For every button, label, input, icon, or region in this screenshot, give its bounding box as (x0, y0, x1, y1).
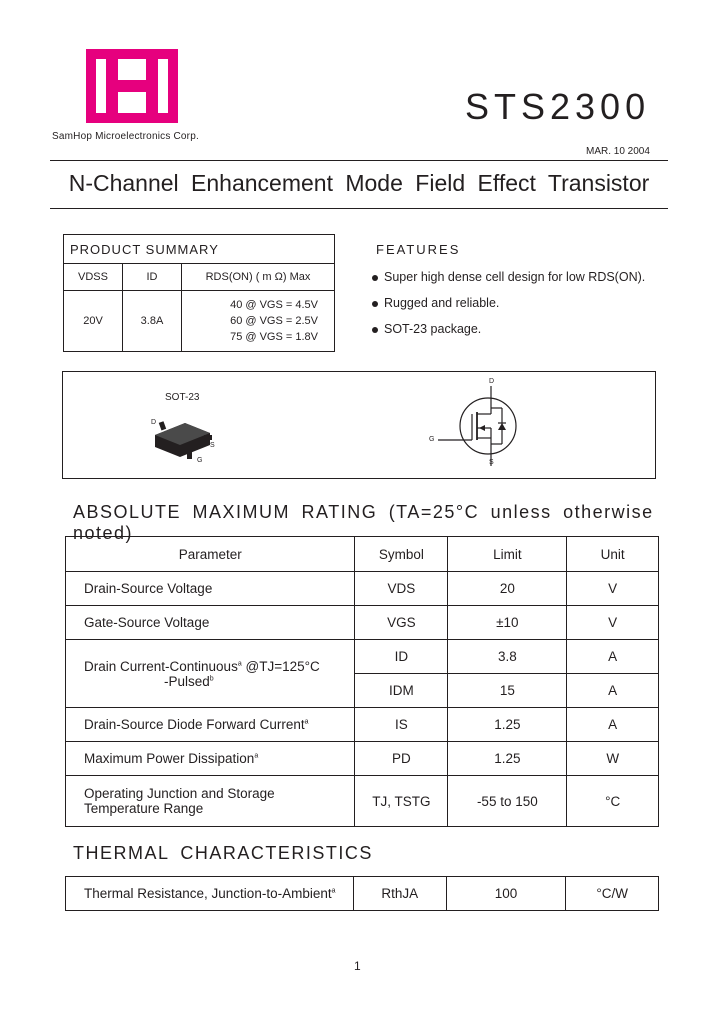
feature-item: SOT-23 package. (372, 322, 481, 336)
pkg-pin-s-label: S (210, 442, 215, 449)
part-number: STS2300 (465, 86, 651, 127)
col-vdss: VDSS (64, 264, 123, 291)
thermal-title: THERMAL CHARACTERISTICS (73, 843, 373, 863)
table-row: Operating Junction and Storage Temperature Range TJ, TSTG -55 to 150 °C (66, 776, 659, 827)
mosfet-symbol-icon (438, 382, 528, 470)
table-row: Gate-Source Voltage VGS ±10 V (66, 606, 659, 640)
col-rds: RDS(ON) ( m Ω) Max (182, 264, 335, 291)
absolute-maximum-rating-table (65, 536, 659, 827)
table-row: Drain-Source Diode Forward Current$^a$ IS 1.25 A (66, 708, 659, 742)
table-row: Drain Current-Continuous$^a$ @TJ=125°C -Pulsed$^b$ ID 3.8 A (66, 640, 659, 674)
vdss-value: 20V (64, 291, 123, 352)
bullet-icon (372, 301, 378, 307)
id-value: 3.8A (123, 291, 182, 352)
company-logo (86, 49, 178, 123)
product-summary-title: PRODUCT SUMMARY (64, 235, 335, 264)
bullet-icon (372, 275, 378, 281)
title-divider (50, 208, 668, 209)
product-summary-table (63, 234, 335, 352)
symbol-drain-label: D (489, 378, 495, 385)
symbol-source-label: S (489, 459, 494, 466)
features-title: FEATURES (376, 242, 461, 257)
company-name: SamHop Microelectronics Corp. (52, 131, 199, 142)
symbol-gate-label: G (429, 436, 435, 443)
col-limit: Limit (448, 537, 567, 572)
amr-title: ABSOLUTE MAXIMUM RATING (TA=25°C unless otherwise noted) (73, 502, 654, 543)
logo-mark-icon (96, 59, 168, 113)
header-divider (50, 160, 668, 161)
bullet-icon (372, 327, 378, 333)
table-row: Maximum Power Dissipation$^a$ PD 1.25 W (66, 742, 659, 776)
rds-line: 60 @ VGS = 2.5V (230, 315, 318, 327)
table-row: Thermal Resistance, Junction-to-Ambient$^a$ RthJA 100 °C/W (66, 877, 659, 911)
page-number: 1 (354, 959, 361, 973)
feature-item: Rugged and reliable. (372, 296, 499, 310)
pkg-pin-g-label: G (197, 457, 203, 464)
document-date: MAR. 10 2004 (586, 146, 650, 157)
table-row: Drain-Source Voltage VDS 20 V (66, 572, 659, 606)
col-unit: Unit (567, 537, 659, 572)
document-title: N-Channel Enhancement Mode Field Effect Transistor (68, 170, 650, 196)
rds-line: 75 @ VGS = 1.8V (230, 331, 318, 343)
thermal-table (65, 876, 659, 911)
pkg-pin-d-label: D (151, 419, 157, 426)
feature-item: Super high dense cell design for low RDS(ON). (372, 270, 645, 284)
col-symbol: Symbol (355, 537, 448, 572)
rds-line: 40 @ VGS = 4.5V (230, 299, 318, 311)
col-id: ID (123, 264, 182, 291)
table-row: IDM 15 A (66, 674, 659, 708)
sot23-package-icon (140, 405, 230, 465)
col-parameter: Parameter (66, 537, 355, 572)
package-label: SOT-23 (165, 392, 200, 403)
